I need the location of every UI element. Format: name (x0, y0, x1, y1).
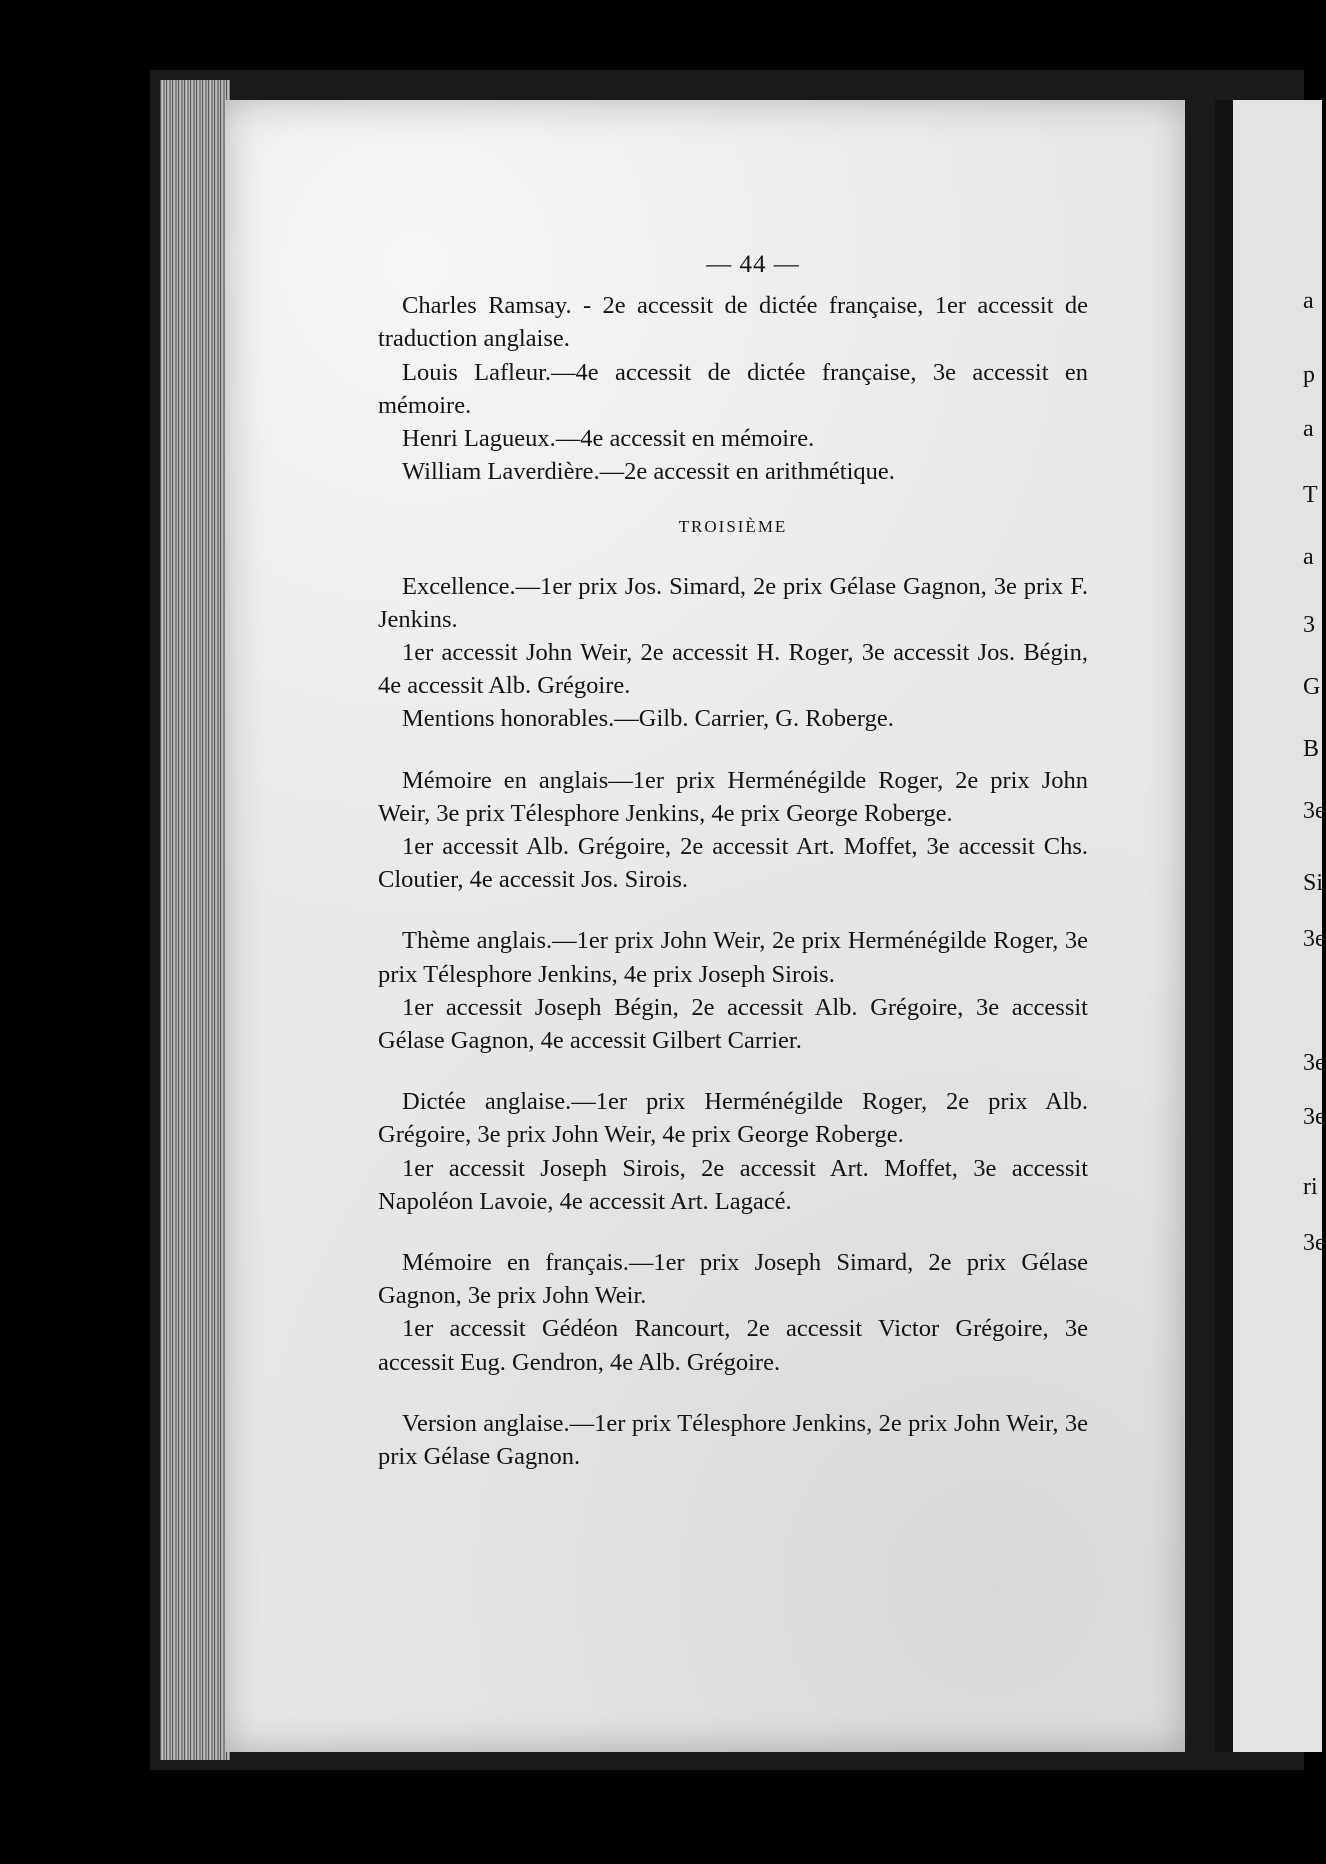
spacer (378, 1379, 1088, 1407)
paragraph: 1er accessit Joseph Bégin, 2e accessit Alb. Grégoire, 3e accessit Gélase Gagnon, 4e accessit Gilbert Carrier. (378, 993, 1088, 1055)
paragraph: Mémoire en anglais—1er prix Herménégilde Roger, 2e prix John Weir, 3e prix Télesphore Jenkins, 4e prix George Roberge. (378, 766, 1088, 827)
paragraph: William Laverdière.—2e accessit en arithmétique. (402, 458, 895, 486)
paragraph: Mémoire en français.—1er prix Joseph Simard, 2e prix Gélase Gagnon, 3e prix John Weir. (378, 1249, 1088, 1310)
spacer (378, 736, 1088, 764)
paragraph: Charles Ramsay. - 2e accessit de dictée française, 1er accessit de traduction anglaise. (378, 292, 1088, 353)
paragraph: Excellence.—1er prix Jos. Simard, 2e prix Gélase Gagnon, 3e prix F. Jenkins. (378, 572, 1088, 633)
next-page-fragment: ri (1303, 1174, 1318, 1200)
section-title: TROISIÈME (678, 517, 788, 537)
next-page-fragment: Si (1303, 870, 1324, 896)
paragraph: Version anglaise.—1er prix Télesphore Jenkins, 2e prix John Weir, 3e prix Gélase Gagnon. (378, 1409, 1088, 1471)
spacer (378, 1218, 1088, 1246)
page-text (378, 248, 1088, 1473)
next-page-fragment: 3e (1303, 1104, 1326, 1130)
spacer (378, 1057, 1088, 1085)
paragraph: Mentions honorables.—Gilb. Carrier, G. Roberge. (402, 705, 894, 733)
paragraph: Henri Lagueux.—4e accessit en mémoire. (402, 425, 815, 453)
next-page-fragment: G (1303, 674, 1321, 700)
paragraph: Louis Lafleur.—4e accessit de dictée française, 3e accessit en mémoire. (378, 358, 1088, 419)
next-page-fragment: a (1303, 288, 1314, 314)
spacer (378, 896, 1088, 924)
page-number: — 44 — (706, 251, 800, 278)
paragraph: 1er accessit John Weir, 2e accessit H. Roger, 3e accessit Jos. Bégin, 4e accessit Alb. Grégoire. (378, 639, 1088, 700)
next-page-fragment: 3e (1303, 798, 1326, 824)
paragraph: Thème anglais.—1er prix John Weir, 2e prix Herménégilde Roger, 3e prix Télesphore Jenkins, 4e prix Joseph Sirois. (378, 927, 1088, 988)
paragraph: 1er accessit Gédéon Rancourt, 2e accessit Victor Grégoire, 3e accessit Eug. Gendron, 4e Alb. Grégoire. (378, 1315, 1088, 1376)
next-page-fragment: p (1303, 362, 1315, 388)
paragraph: 1er accessit Joseph Sirois, 2e accessit Art. Moffet, 3e accessit Napoléon Lavoie, 4e accessit Art. Lagacé. (378, 1154, 1088, 1215)
next-page-fragment: 3e (1303, 1050, 1326, 1076)
next-page-fragment: T (1303, 482, 1318, 508)
paragraph: 1er accessit Alb. Grégoire, 2e accessit Art. Moffet, 3e accessit Chs. Cloutier, 4e accessit Jos. Sirois. (378, 833, 1088, 894)
next-page-fragment: B (1303, 736, 1320, 762)
page-edges (160, 80, 230, 1760)
next-page-fragment: 3e (1303, 1230, 1326, 1256)
next-page-edge (1215, 100, 1326, 1752)
next-page-fragment: a (1303, 416, 1314, 442)
paragraph: Dictée anglaise.—1er prix Herménégilde Roger, 2e prix Alb. Grégoire, 3e prix John Weir, 4e prix George Roberge. (378, 1088, 1088, 1149)
next-page-fragment: 3e (1303, 926, 1326, 952)
next-page-fragment: 3 (1303, 612, 1315, 638)
next-page-fragment: a (1303, 544, 1314, 570)
